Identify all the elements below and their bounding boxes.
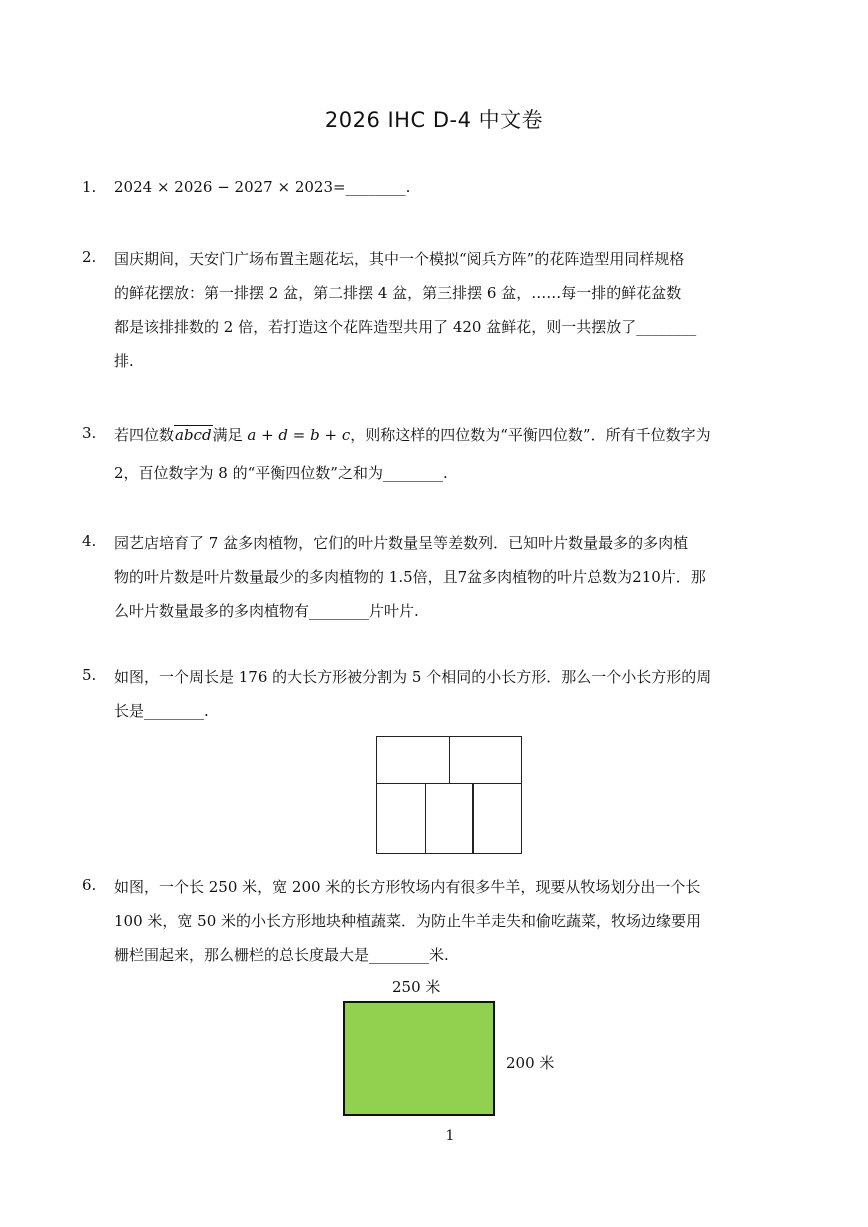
small-rectangle-bottom-1 xyxy=(376,783,426,855)
question-text-line: 国庆期间，天安门广场布置主题花坛，其中一个模拟“阅兵方阵”的花阵造型用同样规格 xyxy=(114,250,685,268)
text-mid: 满足 xyxy=(212,426,243,444)
page-number: 1 xyxy=(445,1128,455,1144)
question-text: 2024 × 2026 − 2027 × 2023=________. xyxy=(114,178,411,196)
small-rectangle-bottom-2 xyxy=(425,783,474,855)
question-text-line: 园艺店培育了 7 盆多肉植物，它们的叶片数量呈等差数列．已知叶片数量最多的多肉植 xyxy=(114,534,689,552)
figure-five-rectangles xyxy=(376,736,522,854)
question-number: 1. xyxy=(82,178,97,196)
question-text-line: 100 米，宽 50 米的小长方形地块种植蔬菜．为防止牛羊走失和偷吃蔬菜，牧场边缘要用 xyxy=(114,912,702,930)
text-post: ，则称这样的四位数为“平衡四位数”．所有千位数字为 xyxy=(350,426,711,444)
small-rectangle-bottom-3 xyxy=(472,783,522,855)
text-pre: 若四位数 xyxy=(114,426,175,444)
question-text-line: 排. xyxy=(114,352,134,370)
question-text-line xyxy=(114,424,711,445)
question-text-line: 长是________. xyxy=(114,702,209,720)
small-rectangle-top-left xyxy=(376,736,450,784)
figure-label-width: 200 米 xyxy=(506,1054,555,1072)
question-text-line: 物的叶片数是叶片数量最少的多肉植物的 1.5倍，且7盆多肉植物的叶片总数为210片．那 xyxy=(114,568,706,586)
small-rectangle-top-right xyxy=(449,736,523,784)
question-text-line: 2，百位数字为 8 的“平衡四位数”之和为________. xyxy=(114,464,448,482)
question-number: 4. xyxy=(82,532,97,550)
question-text-line: 么叶片数量最多的多肉植物有________片叶片. xyxy=(114,602,419,620)
question-number: 2. xyxy=(82,248,97,266)
question-text-line: 的鲜花摆放：第一排摆 2 盆，第二排摆 4 盆，第三排摆 6 盆，……每一排的鲜花盆数 xyxy=(114,284,682,302)
question-text-line: 栅栏围起来，那么栅栏的总长度最大是________米. xyxy=(114,946,449,964)
pasture-rectangle xyxy=(343,1001,495,1116)
overline-abcd: abcd xyxy=(175,426,212,444)
question-text-line: 如图，一个周长是 176 的大长方形被分割为 5 个相同的小长方形．那么一个小长方形的周 xyxy=(114,668,712,686)
question-number: 5. xyxy=(82,666,97,684)
figure-label-length: 250 米 xyxy=(392,978,441,996)
equation: a + d = b + c xyxy=(247,426,351,444)
question-number: 3. xyxy=(82,424,97,442)
question-text-line: 都是该排排数的 2 倍，若打造这个花阵造型共用了 420 盆鲜花，则一共摆放了________ xyxy=(114,318,697,336)
page-title: 2026 IHC D-4 中文卷 xyxy=(324,108,544,132)
question-text-line: 如图，一个长 250 米，宽 200 米的长方形牧场内有很多牛羊，现要从牧场划分出一个长 xyxy=(114,878,701,896)
question-number: 6. xyxy=(82,876,97,894)
